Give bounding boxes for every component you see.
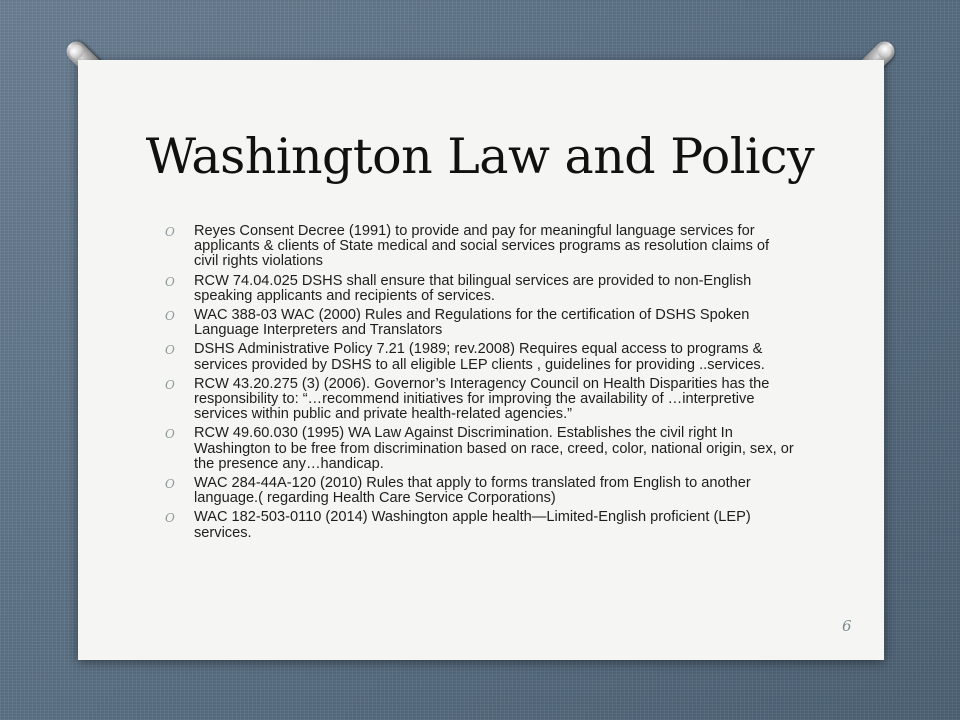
bullet-text: DSHS Administrative Policy 7.21 (1989; rev.2008) Requires equal access to programs & services provided by DSHS to all eligible LEP clients , guidelines for providing ..services. — [194, 341, 765, 373]
bullet-item — [165, 308, 797, 338]
bullet-marker-icon: O — [165, 477, 175, 492]
bullet-list — [165, 224, 797, 545]
bullet-marker-icon: O — [165, 343, 175, 358]
page-number: 6 — [842, 617, 852, 635]
bullet-item — [165, 342, 797, 372]
bullet-item — [165, 476, 797, 506]
bullet-marker-icon: O — [165, 309, 175, 324]
bullet-text: WAC 388-03 WAC (2000) Rules and Regulations for the certification of DSHS Spoken Language Interpreters and Translators — [194, 307, 750, 339]
bullet-marker-icon: O — [165, 225, 175, 239]
bullet-item — [165, 274, 797, 304]
bullet-text: RCW 43.20.275 (3) (2006). Governor’s Interagency Council on Health Disparities has the responsibility to: “…recommend initiatives for improving the availability of …interpretive services within public and private health-related agencies.” — [194, 375, 770, 423]
bullet-marker-icon: O — [165, 377, 175, 392]
bullet-item — [165, 377, 797, 423]
bullet-item — [165, 426, 797, 472]
slide-title: Washington Law and Policy — [145, 128, 815, 185]
bullet-text: RCW 74.04.025 DSHS shall ensure that bilingual services are provided to non-English speaking applicants and recipients of services. — [194, 272, 752, 304]
bullet-text: RCW 49.60.030 (1995) WA Law Against Discrimination. Establishes the civil right In Washington to be free from discrimination based on race, creed, color, national origin, sex, or the presence any…handicap. — [194, 425, 794, 472]
bullet-text: Reyes Consent Decree (1991) to provide and pay for meaningful language services for applicants & clients of State medical and social services programs as resolution claims of civil rights violations — [194, 223, 770, 270]
bullet-marker-icon: O — [165, 274, 175, 289]
bullet-item — [165, 224, 797, 270]
bullet-item — [165, 510, 797, 540]
bullet-text: WAC 284-44A-120 (2010) Rules that apply to forms translated from English to another language.( regarding Health Care Service Corporations) — [194, 475, 751, 507]
bullet-text: WAC 182-503-0110 (2014) Washington apple health—Limited-English proficient (LEP) services. — [194, 509, 751, 541]
bullet-marker-icon: O — [165, 511, 175, 526]
bullet-marker-icon: O — [165, 427, 175, 442]
